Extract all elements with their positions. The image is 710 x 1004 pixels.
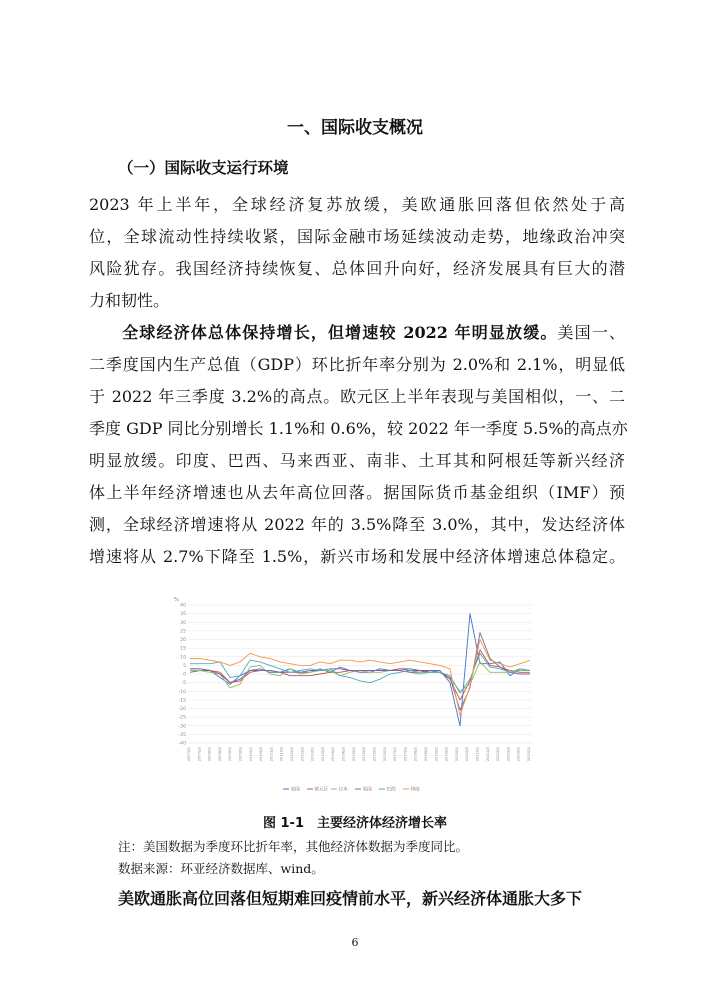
bold-lead: 美欧通胀高位回落但短期难回疫情前水平，新兴经济体通胀大多下 bbox=[118, 889, 583, 908]
y-tick-label: 10 bbox=[180, 655, 186, 661]
figure-caption: 图 1-1 主要经济体经济增长率 bbox=[262, 816, 447, 831]
y-tick-label: 0 bbox=[183, 672, 186, 678]
legend-label: 英国 bbox=[362, 787, 372, 793]
x-tick-label: 2009Q1 bbox=[228, 747, 233, 762]
page-number: 6 bbox=[351, 936, 359, 949]
x-tick-label: 2013Q1 bbox=[310, 747, 315, 762]
x-tick-label: 2015Q3 bbox=[362, 747, 367, 762]
x-tick-label: 2016Q3 bbox=[382, 747, 387, 762]
x-tick-label: 2019Q1 bbox=[434, 747, 439, 762]
paragraph-line: 风险犹存。我国经济持续恢复、总体回升向好，经济发展具有巨大的潜 bbox=[89, 259, 625, 278]
paragraph-line: 于 2022 年三季度 3.2%的高点。欧元区上半年表现与美国相似，一、二 bbox=[89, 387, 625, 406]
paragraph-line: 明显放缓。印度、巴西、马来西亚、南非、土耳其和阿根廷等新兴经济 bbox=[89, 451, 625, 470]
x-tick-label: 2015Q1 bbox=[351, 747, 356, 762]
x-tick-label: 2010Q3 bbox=[259, 747, 264, 762]
section-heading: 一、国际收支概况 bbox=[287, 118, 423, 138]
x-tick-label: 2023Q2 bbox=[527, 747, 531, 762]
legend-label: 美国 bbox=[290, 787, 300, 793]
paragraph-line: 2023 年上半年，全球经济复苏放缓，美欧通胀回落但依然处于高 bbox=[89, 195, 625, 214]
y-tick-label: -5 bbox=[181, 681, 186, 687]
x-tick-label: 2007Q3 bbox=[197, 747, 202, 762]
subsection-heading: （一）国际收支运行环境 bbox=[118, 159, 289, 177]
figure-note: 注：美国数据为季度环比折年率，其他经济体数据为季度同比。 bbox=[118, 839, 469, 854]
x-tick-label: 2012Q1 bbox=[290, 747, 295, 762]
y-tick-label: -30 bbox=[178, 724, 186, 730]
y-tick-label: 35 bbox=[180, 612, 186, 618]
y-tick-label: -20 bbox=[178, 707, 186, 713]
legend-label: 巴西 bbox=[386, 787, 396, 793]
x-tick-label: 2018Q3 bbox=[423, 747, 428, 762]
x-tick-label: 2017Q3 bbox=[403, 747, 408, 762]
x-tick-label: 2016Q1 bbox=[372, 747, 377, 762]
x-tick-label: 2021Q1 bbox=[475, 747, 480, 762]
paragraph-line: 体上半年经济增速也从去年高位回落。据国际货币基金组织（IMF）预 bbox=[89, 483, 625, 502]
y-tick-label: -25 bbox=[178, 715, 186, 721]
x-tick-label: 2007Q1 bbox=[187, 747, 191, 762]
x-tick-label: 2014Q3 bbox=[341, 747, 346, 762]
growth-chart bbox=[172, 593, 538, 799]
paragraph-line: 增速将从 2.7%下降至 1.5%，新兴市场和发展中经济体增速总体稳定。 bbox=[89, 547, 625, 566]
paragraph-line: 季度 GDP 同比分别增长 1.1%和 0.6%，较 2022 年一季度 5.5%的高点亦 bbox=[89, 419, 628, 438]
series-line bbox=[190, 662, 530, 691]
x-tick-label: 2012Q3 bbox=[300, 747, 305, 762]
x-tick-label: 2011Q3 bbox=[279, 747, 284, 762]
x-tick-label: 2008Q1 bbox=[207, 747, 212, 762]
y-tick-label: 15 bbox=[180, 646, 186, 652]
paragraph-line: 二季度国内生产总值（GDP）环比折年率分别为 2.0%和 2.1%，明显低 bbox=[89, 355, 625, 374]
y-tick-label: 30 bbox=[180, 620, 186, 626]
legend-label: 欧元区 bbox=[314, 787, 329, 793]
paragraph-lead-line bbox=[118, 889, 625, 909]
y-tick-label: -35 bbox=[178, 732, 186, 738]
y-tick-label: -15 bbox=[178, 698, 186, 704]
x-tick-label: 2009Q3 bbox=[238, 747, 243, 762]
series-line bbox=[190, 614, 530, 726]
paragraph-line: 力和韧性。 bbox=[89, 291, 170, 310]
x-tick-label: 2022Q3 bbox=[506, 747, 511, 762]
chart-svg bbox=[172, 593, 538, 799]
x-tick-label: 2014Q1 bbox=[331, 747, 336, 762]
y-tick-label: -10 bbox=[178, 689, 186, 695]
legend-label: 印度 bbox=[410, 787, 420, 793]
paragraph-line: 位，全球流动性持续收紧，国际金融市场延续波动走势，地缘政治冲突 bbox=[89, 227, 625, 246]
x-tick-label: 2020Q1 bbox=[454, 747, 459, 762]
y-tick-label: 5 bbox=[183, 663, 186, 669]
y-axis-label: % bbox=[174, 597, 179, 603]
x-tick-label: 2008Q3 bbox=[217, 747, 222, 762]
x-tick-label: 2010Q1 bbox=[248, 747, 253, 762]
x-tick-label: 2013Q3 bbox=[320, 747, 325, 762]
x-tick-label: 2023Q1 bbox=[516, 747, 521, 762]
y-tick-label: -40 bbox=[178, 741, 186, 747]
x-tick-label: 2020Q3 bbox=[465, 747, 470, 762]
legend-label: 日本 bbox=[338, 787, 348, 793]
x-tick-label: 2022Q1 bbox=[496, 747, 501, 762]
x-tick-label: 2017Q1 bbox=[393, 747, 398, 762]
paragraph-line: 测，全球经济增速将从 2022 年的 3.5%降至 3.0%，其中，发达经济体 bbox=[89, 515, 625, 534]
lead-rest: 美国一、 bbox=[557, 323, 625, 342]
bold-lead: 全球经济体总体保持增长，但增速较 2022 年明显放缓。 bbox=[121, 323, 558, 342]
figure-source: 数据来源：环亚经济数据库、wind。 bbox=[118, 861, 324, 876]
paragraph-lead-line bbox=[89, 323, 625, 343]
x-tick-label: 2018Q1 bbox=[413, 747, 418, 762]
x-tick-label: 2019Q3 bbox=[444, 747, 449, 762]
y-tick-label: 25 bbox=[180, 629, 186, 635]
y-tick-label: 40 bbox=[180, 603, 186, 609]
x-tick-label: 2021Q3 bbox=[485, 747, 490, 762]
x-tick-label: 2011Q1 bbox=[269, 747, 274, 762]
series-line bbox=[190, 640, 530, 716]
y-tick-label: 20 bbox=[180, 638, 186, 644]
